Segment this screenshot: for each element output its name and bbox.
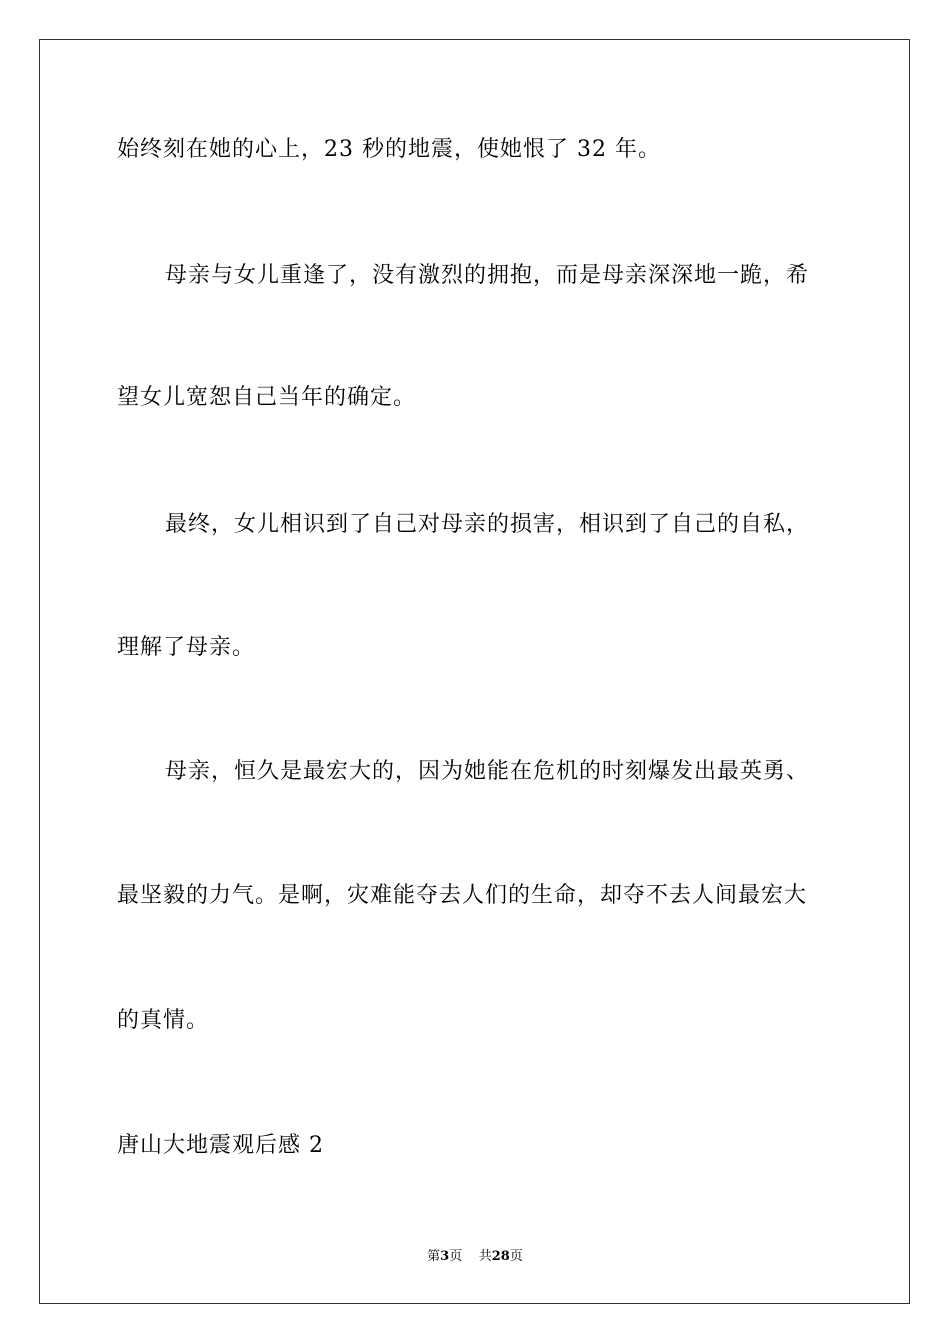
page-footer (0, 1248, 950, 1266)
paragraph-line: 最终，女儿相识到了自己对母亲的损害，相识到了自己的自私， (165, 512, 810, 537)
page-prefix: 第 (427, 1249, 441, 1264)
page-suffix: 页 (449, 1249, 463, 1264)
page-number: 3 (440, 1249, 450, 1264)
paragraph-line: 母亲，恒久是最宏大的，因为她能在危机的时刻爆发出最英勇、 (165, 759, 810, 784)
paragraph-line: 母亲与女儿重逢了，没有激烈的拥抱，而是母亲深深地一跪，希 (165, 263, 810, 288)
total-prefix: 共 (478, 1249, 492, 1264)
paragraph-line: 最坚毅的力气。是啊，灾难能夺去人们的生命，却夺不去人间最宏大 (117, 883, 808, 908)
total-suffix: 页 (509, 1249, 523, 1264)
paragraph-line: 的真情。 (117, 1008, 210, 1033)
page-border (39, 39, 910, 1304)
section-title: 唐山大地震观后感 2 (117, 1133, 324, 1158)
paragraph-line: 望女儿宽恕自己当年的确定。 (117, 385, 417, 410)
total-pages: 28 (491, 1249, 510, 1264)
paragraph-line: 理解了母亲。 (117, 635, 256, 660)
paragraph-line: 始终刻在她的心上，23 秒的地震，使她恨了 32 年。 (117, 137, 661, 162)
